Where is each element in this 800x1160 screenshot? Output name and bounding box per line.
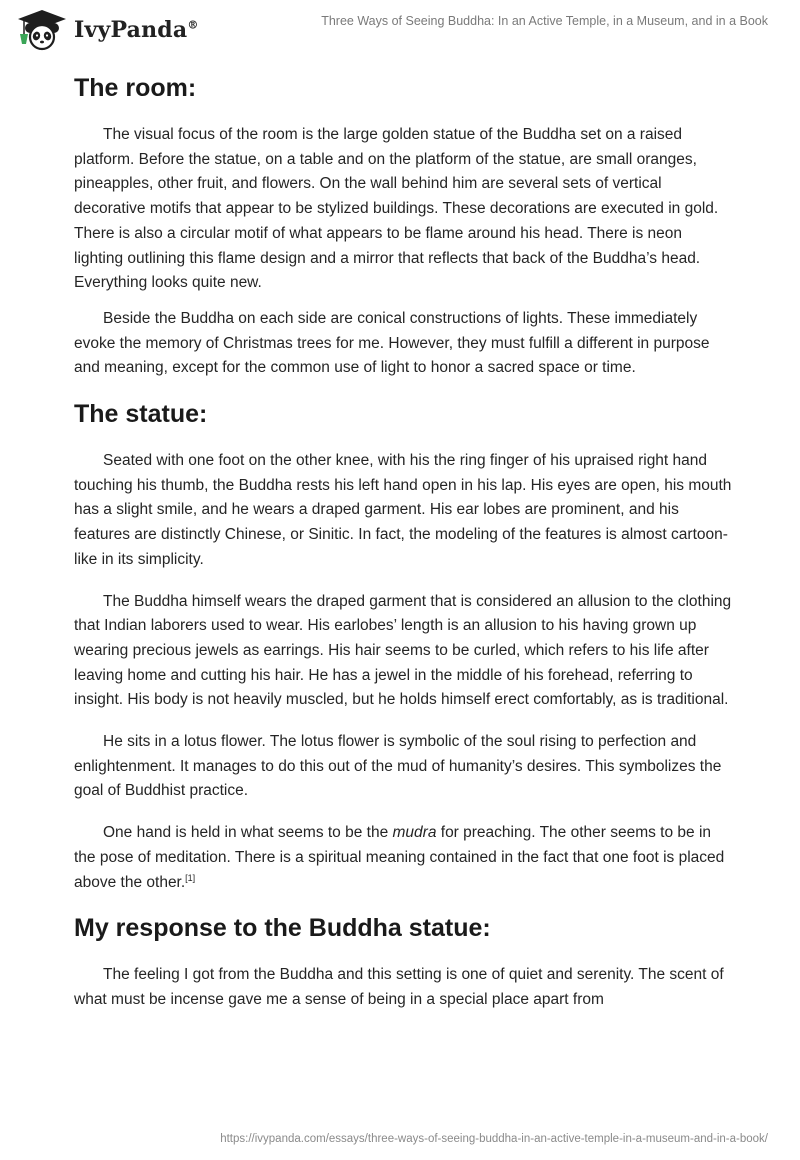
section-heading: The statue: xyxy=(74,400,208,429)
paragraph: He sits in a lotus flower. The lotus flower is symbolic of the soul rising to perfection and enlightenment. It manages to do this out of the mud of humanity’s desires. This symbolizes the goal of Buddhist practice. xyxy=(74,733,722,800)
paragraph: The visual focus of the room is the large golden statue of the Buddha set on a raised platform. Before the statue, on a table and on the platform of the statue, are small oranges, pineapples, other fruit, and flowers. On the wall behind him are several sets of vertical decorative motifs that appear to be stylized buildings. These decorations are executed in gold. There is also a circular motif of what appears to be flame around his head. There is neon lighting outlining this flame design and a mirror that reflects that back of the Buddha’s head. Everything looks quite new. xyxy=(74,126,719,292)
panda-graduate-icon xyxy=(14,8,70,52)
source-url[interactable]: https://ivypanda.com/essays/three-ways-of-seeing-buddha-in-an-active-temple-in-a-museum-and-in-a-book/ xyxy=(220,1133,768,1145)
page-header xyxy=(0,0,800,60)
paragraph: The feeling I got from the Buddha and this setting is one of quiet and serenity. The scent of what must be incense gave me a sense of being in a special place apart from xyxy=(74,966,724,1008)
essay-content xyxy=(74,70,734,1013)
section-heading: The room: xyxy=(74,74,197,102)
mudra-emphasis: mudra xyxy=(392,824,437,842)
section-the-statue xyxy=(74,396,734,895)
paragraph: The Buddha himself wears the draped garment that is considered an allusion to the clothing that Indian laborers used to wear. His earlobes’ length is an allusion to his having grown up wearing precious jewels as earrings. His hair seems to be curled, which refers to his life after leaving home and cutting his hair. He has a jewel in the middle of his forehead, referring to insight. His body is not heavily muscled, but he holds himself erect comfortably, as is traditional. xyxy=(74,592,732,709)
section-my-response xyxy=(74,910,734,1012)
ivypanda-logo[interactable] xyxy=(14,8,199,52)
section-the-room xyxy=(74,70,734,381)
paragraph: Beside the Buddha on each side are conical constructions of lights. These immediately evoke the memory of Christmas trees for me. However, they must fulfill a different in purpose and meaning, except for the common use of light to honor a sacred space or time. xyxy=(74,309,710,377)
paragraph-mudra: One hand is held in what seems to be the mudra for preaching. The other seems to be in the pose of meditation. There is a spiritual meaning contained in the fact that one foot is placed above the other.[1] xyxy=(74,824,725,891)
section-heading: My response to the Buddha statue: xyxy=(74,914,491,943)
footnote-link[interactable]: [1] xyxy=(185,872,196,883)
document-title: Three Ways of Seeing Buddha: In an Active Temple, in a Museum, and in a Book xyxy=(321,14,768,28)
paragraph: Seated with one foot on the other knee, with his the ring finger of his upraised right hand touching his thumb, the Buddha rests his left hand open in his lap. His eyes are open, his mouth has a slight smile, and he wears a draped garment. His ear lobes are prominent, and his features are distinctly Chinese, or Sinitic. In fact, the modeling of the features is almost cartoon-like in its simplicity. xyxy=(74,452,732,568)
logo-wordmark: IvyPanda® xyxy=(74,17,199,43)
